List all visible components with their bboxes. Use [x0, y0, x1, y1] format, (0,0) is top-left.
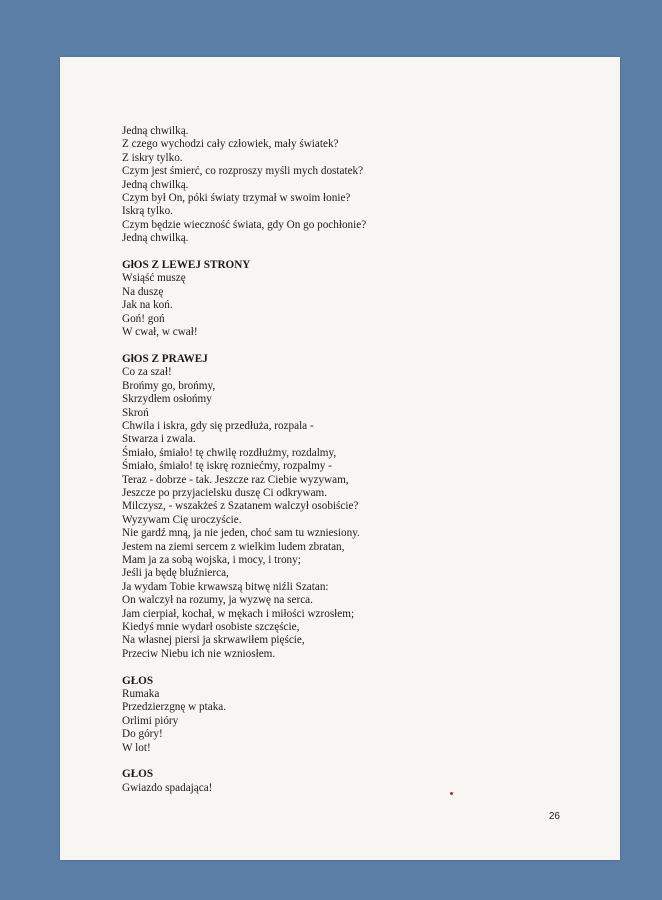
verse-line: Czym był On, póki światy trzymał w swoim łonie?	[122, 192, 351, 205]
verse-line: Na własnej piersi ja skrwawiłem pięście,	[122, 634, 305, 647]
verse-line: Gwiazdo spadająca!	[122, 781, 213, 794]
verse-line: Jestem na ziemi sercem z wielkim ludem zbratan,	[122, 540, 345, 553]
verse-line: Jedną chwilką.	[122, 125, 189, 137]
verse-line: Teraz - dobrze - tak. Jeszcze raz Ciebie wyzywam,	[122, 473, 349, 486]
verse-line: Brońmy go, brońmy,	[122, 379, 216, 392]
verse-line: Milczysz, - wszakżeś z Szatanem walczył osobiście?	[122, 500, 359, 513]
verse-line: Wsiąść muszę	[122, 272, 186, 285]
verse-line: Skrzydłem osłońmy	[122, 393, 212, 406]
verse-line: W lot!	[122, 741, 151, 754]
verse-line: Jeśli ja będę bluźnierca,	[122, 567, 229, 580]
verse-line: Rumaka	[122, 688, 160, 701]
verse-line: Ja wydam Tobie krwawszą bitwę niźli Szatan:	[122, 580, 329, 593]
verse-line: Czym jest śmierć, co rozproszy myśli mych dostatek?	[122, 165, 364, 178]
speaker-heading: GłOS Z LEWEJ STRONY	[122, 259, 251, 272]
verse-line: Czym będzie wieczność świata, gdy On go pochłonie?	[122, 218, 367, 231]
poem-section	[122, 259, 562, 339]
speaker-heading: GŁOS	[122, 674, 154, 687]
verse-line: Jak na koń.	[122, 299, 173, 312]
verse-line: Jedną chwilką.	[122, 232, 189, 245]
poem-text	[122, 125, 562, 795]
verse-line: Przedzierzgnę w ptaka.	[122, 701, 227, 714]
verse-line: Śmiało, śmiało! tę iskrę rozniećmy, rozpalmy -	[122, 460, 332, 473]
poem-section	[122, 125, 562, 246]
document-page	[60, 57, 620, 860]
verse-line: Śmiało, śmiało! tę chwilę rozdłużmy, rozdalmy,	[122, 446, 337, 459]
page-number: 26	[548, 811, 560, 822]
verse-line: Co za szał!	[122, 366, 172, 379]
verse-line: On walczył na rozumy, ja wyzwę na serca.	[122, 594, 313, 607]
verse-line: Na duszę	[122, 285, 164, 298]
verse-line: Iskrą tylko.	[122, 205, 173, 218]
verse-line: Orlimi pióry	[122, 714, 179, 727]
verse-line: Nie gardź mną, ja nie jeden, choć sam tu wzniesiony.	[122, 527, 360, 540]
poem-section	[122, 768, 562, 795]
verse-line: Z iskry tylko.	[122, 151, 183, 164]
verse-line: Wyzywam Cię uroczyście.	[122, 513, 242, 526]
verse-line: Jedną chwilką.	[122, 178, 189, 191]
verse-line: Z czego wychodzi cały człowiek, mały światek?	[122, 138, 339, 151]
verse-line: Stwarza i zwala.	[122, 433, 196, 446]
verse-line: W cwał, w cwał!	[122, 326, 198, 339]
verse-line: Jam cierpiał, kochał, w mękach i miłości wzrosłem;	[122, 607, 355, 620]
verse-line: Kiedyś mnie wydarł osobiste szczęście,	[122, 621, 300, 633]
verse-line: Skroń	[122, 406, 149, 419]
verse-line: Mam ja za sobą wojska, i mocy, i trony;	[122, 553, 301, 566]
speaker-heading: GŁOS	[122, 768, 154, 781]
verse-line: Chwila i iskra, gdy się przedłuża, rozpala -	[122, 419, 314, 432]
verse-line: Przeciw Niebu ich nie wzniosłem.	[122, 647, 276, 660]
ink-speck	[450, 792, 453, 795]
poem-section	[122, 353, 562, 661]
verse-line: Jeszcze po przyjacielsku duszę Ci odkrywam.	[122, 486, 328, 499]
speaker-heading: GłOS Z PRAWEJ	[122, 352, 208, 365]
poem-section	[122, 675, 562, 755]
verse-line: Goń! goń	[122, 312, 165, 325]
verse-line: Do góry!	[122, 728, 163, 741]
